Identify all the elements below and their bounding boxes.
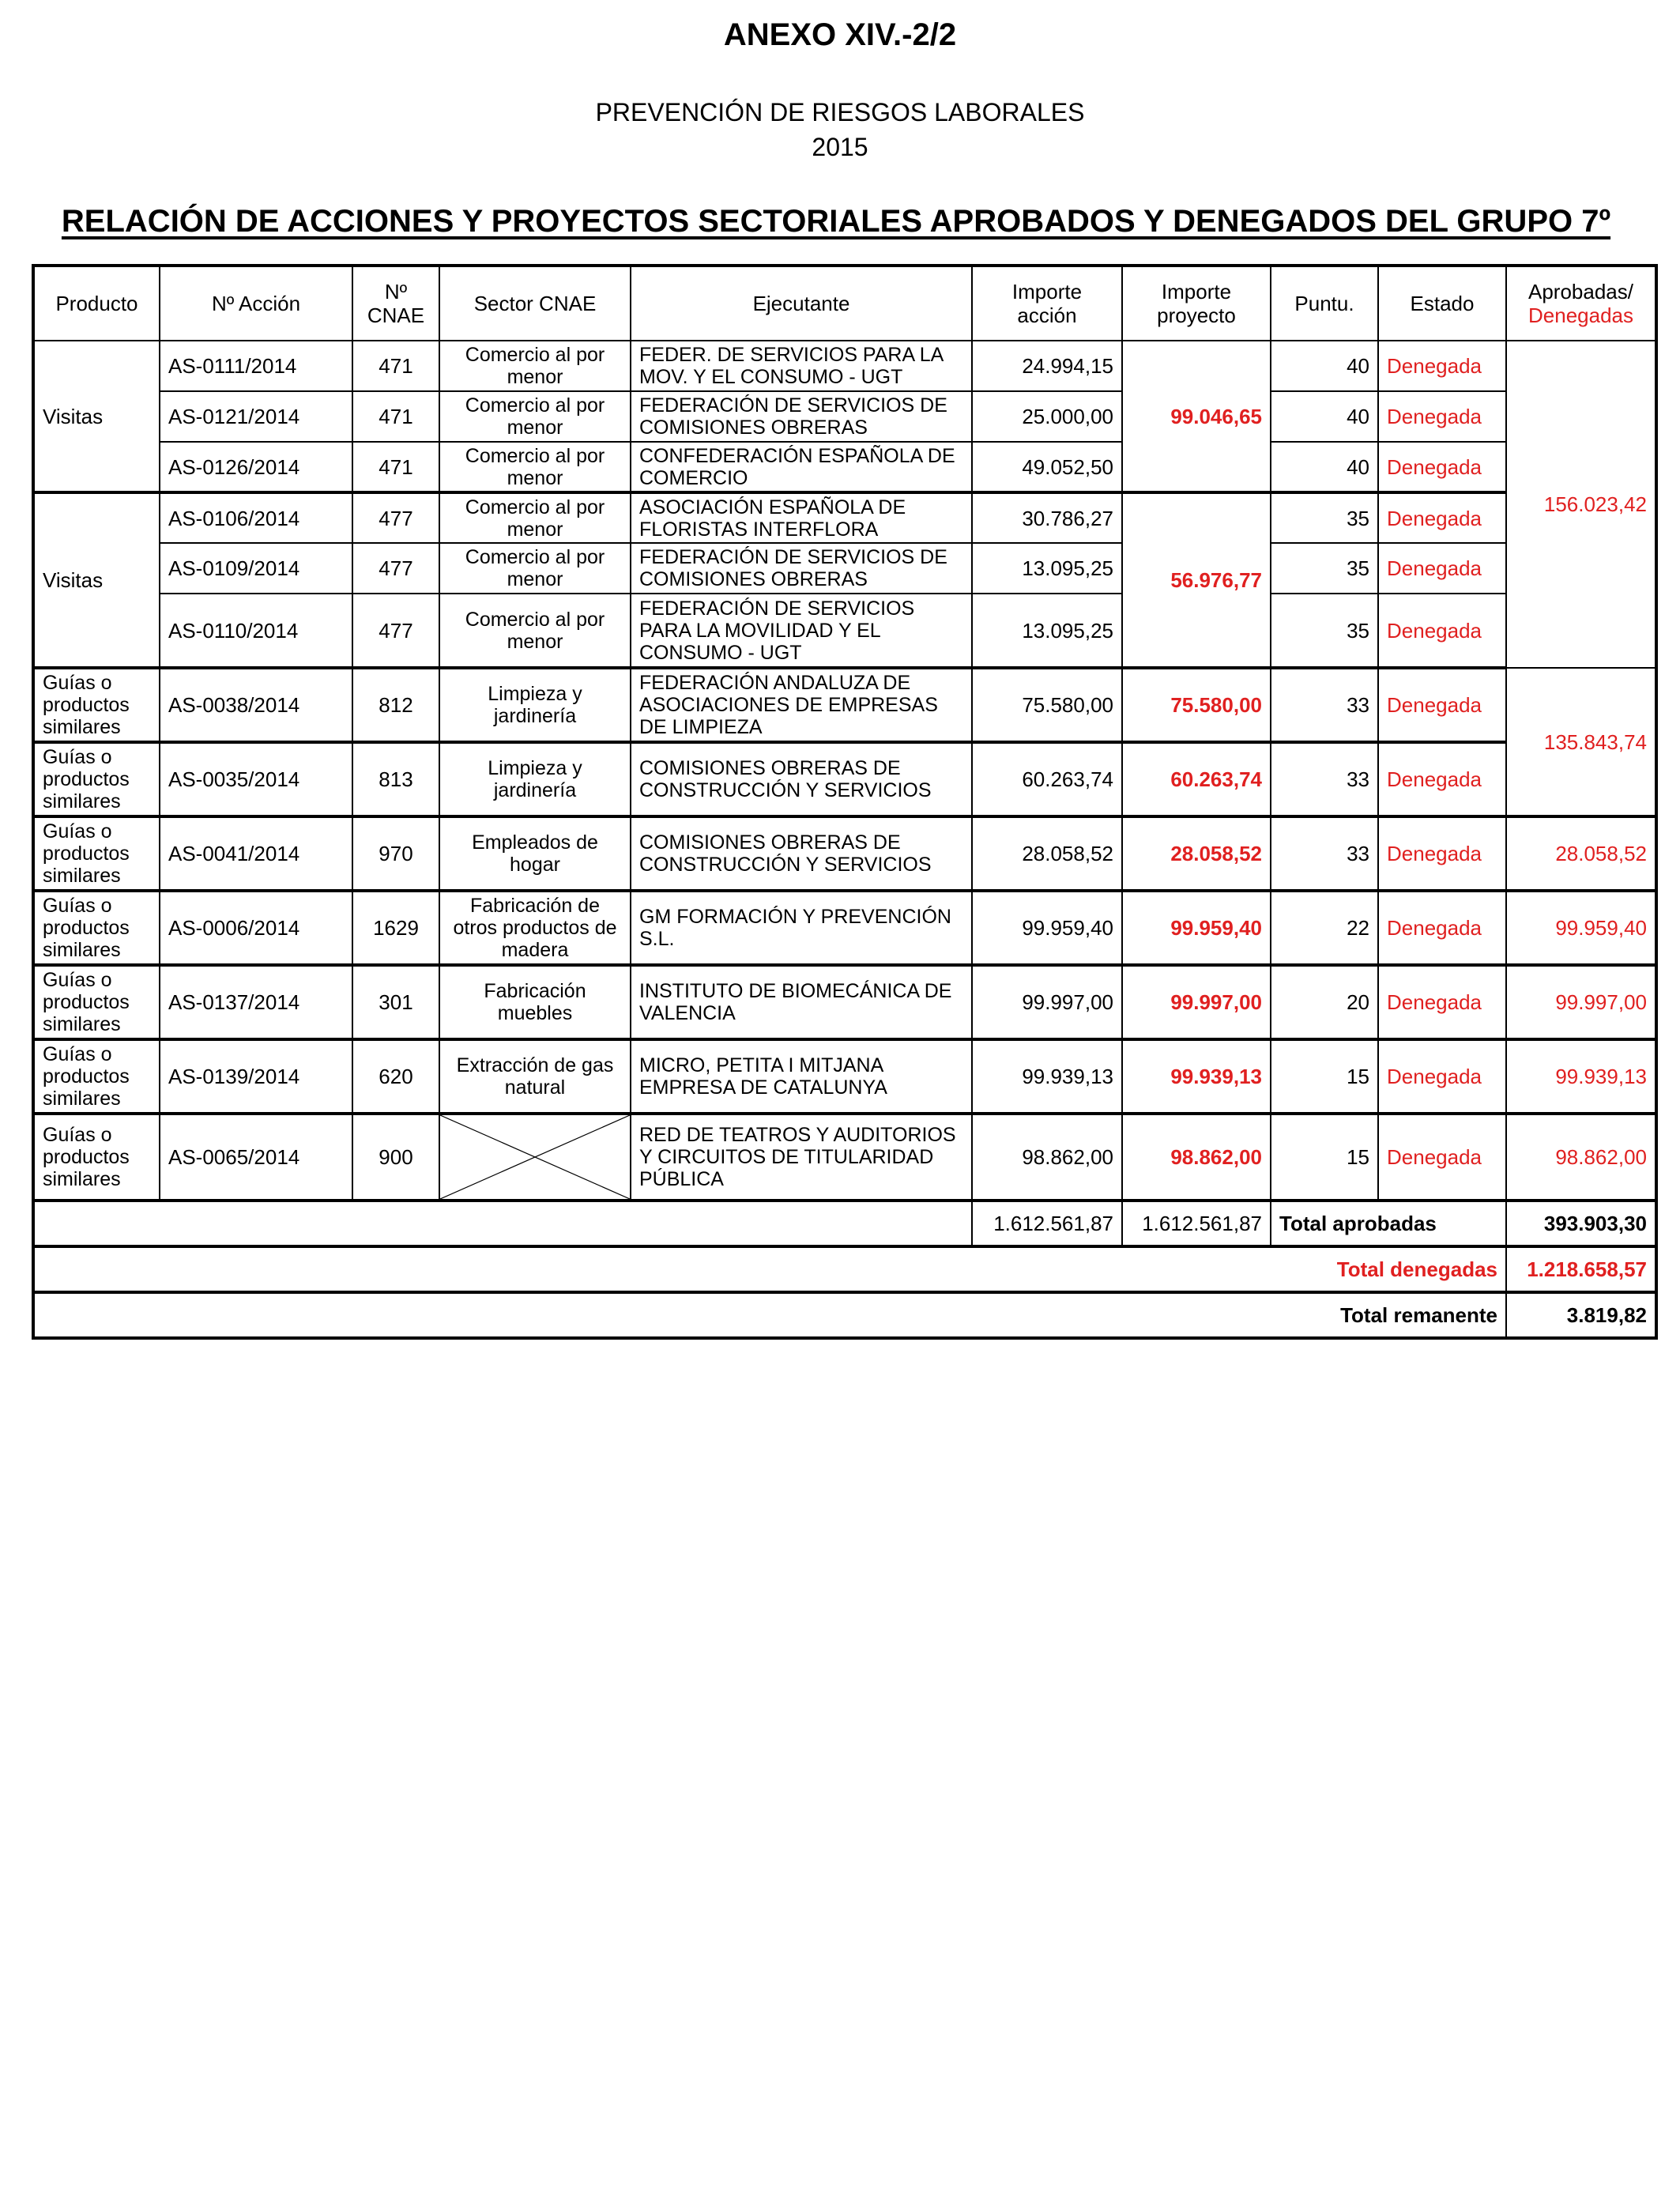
table-row <box>33 891 1656 965</box>
cell-estado: Denegada <box>1378 816 1506 891</box>
cell-producto: Guías o productos similares <box>33 965 160 1039</box>
cell-cnae: 477 <box>352 594 439 668</box>
header-accion: Nº Acción <box>160 266 352 341</box>
cell-estado: Denegada <box>1378 668 1506 742</box>
header-importe-proyecto: Importe proyecto <box>1122 266 1271 341</box>
cell-sector: Comercio al por menor <box>439 543 631 594</box>
cell-aprobadas-group: 156.023,42 <box>1506 341 1656 668</box>
cell-cnae: 471 <box>352 442 439 492</box>
cell-accion: AS-0006/2014 <box>160 891 352 965</box>
cell-estado: Denegada <box>1378 492 1506 543</box>
cell-importe-accion: 60.263,74 <box>972 742 1122 816</box>
cell-importe-accion: 24.994,15 <box>972 341 1122 391</box>
total-denegadas-label: Total denegadas <box>33 1246 1506 1292</box>
cell-accion: AS-0038/2014 <box>160 668 352 742</box>
cell-accion: AS-0106/2014 <box>160 492 352 543</box>
cell-cnae: 471 <box>352 341 439 391</box>
cell-ejecutante: FEDERACIÓN DE SERVICIOS DE COMISIONES OBRERAS <box>631 543 972 594</box>
document-year: 2015 <box>812 133 868 161</box>
cell-importe-accion: 99.959,40 <box>972 891 1122 965</box>
cell-ejecutante: MICRO, PETITA I MITJANA EMPRESA DE CATALUNYA <box>631 1039 972 1114</box>
cell-cnae: 301 <box>352 965 439 1039</box>
header-puntu: Puntu. <box>1271 266 1378 341</box>
cell-accion: AS-0121/2014 <box>160 391 352 442</box>
cell-importe-accion: 28.058,52 <box>972 816 1122 891</box>
cell-producto: Guías o productos similares <box>33 742 160 816</box>
cell-ejecutante: FEDER. DE SERVICIOS PARA LA MOV. Y EL CONSUMO - UGT <box>631 341 972 391</box>
total-denegadas-value: 1.218.658,57 <box>1506 1246 1656 1292</box>
totals-spacer <box>33 1201 972 1246</box>
cell-importe-proyecto: 28.058,52 <box>1122 816 1271 891</box>
cell-aprobadas: 98.862,00 <box>1506 1114 1656 1201</box>
document-subtitle: PREVENCIÓN DE RIESGOS LABORALES <box>595 98 1085 126</box>
cell-importe-accion: 98.862,00 <box>972 1114 1122 1201</box>
table-row <box>33 742 1656 816</box>
cell-puntu: 33 <box>1271 742 1378 816</box>
table-row <box>33 543 1656 594</box>
cell-ejecutante: CONFEDERACIÓN ESPAÑOLA DE COMERCIO <box>631 442 972 492</box>
cell-importe-accion: 49.052,50 <box>972 442 1122 492</box>
cell-ejecutante: GM FORMACIÓN Y PREVENCIÓN S.L. <box>631 891 972 965</box>
cell-estado: Denegada <box>1378 391 1506 442</box>
total-importe-proyecto: 1.612.561,87 <box>1122 1201 1271 1246</box>
cell-estado: Denegada <box>1378 341 1506 391</box>
cell-estado: Denegada <box>1378 1114 1506 1201</box>
cell-estado: Denegada <box>1378 442 1506 492</box>
cell-sector: Fabricación de otros productos de madera <box>439 891 631 965</box>
cell-sector: Comercio al por menor <box>439 492 631 543</box>
cell-producto: Guías o productos similares <box>33 816 160 891</box>
cell-ejecutante: INSTITUTO DE BIOMECÁNICA DE VALENCIA <box>631 965 972 1039</box>
header-producto: Producto <box>33 266 160 341</box>
cell-cnae: 620 <box>352 1039 439 1114</box>
cell-puntu: 35 <box>1271 543 1378 594</box>
cell-estado: Denegada <box>1378 1039 1506 1114</box>
table-title: RELACIÓN DE ACCIONES Y PROYECTOS SECTORIALES APROBADOS Y DENEGADOS DEL GRUPO 7º <box>61 204 1611 239</box>
cell-ejecutante: FEDERACIÓN DE SERVICIOS DE COMISIONES OBRERAS <box>631 391 972 442</box>
cell-accion: AS-0041/2014 <box>160 816 352 891</box>
header-importe-accion: Importe acción <box>972 266 1122 341</box>
table-row <box>33 341 1656 391</box>
cell-cnae: 900 <box>352 1114 439 1201</box>
cell-puntu: 22 <box>1271 891 1378 965</box>
cell-aprobadas: 28.058,52 <box>1506 816 1656 891</box>
cell-ejecutante: FEDERACIÓN ANDALUZA DE ASOCIACIONES DE EMPRESAS DE LIMPIEZA <box>631 668 972 742</box>
cell-sector: Limpieza y jardinería <box>439 742 631 816</box>
cell-cnae: 812 <box>352 668 439 742</box>
cell-puntu: 35 <box>1271 594 1378 668</box>
cell-sector: Fabricación muebles <box>439 965 631 1039</box>
cell-importe-proyecto: 56.976,77 <box>1122 492 1271 668</box>
cell-sector-crossed <box>439 1114 631 1201</box>
cell-puntu: 35 <box>1271 492 1378 543</box>
cell-sector: Comercio al por menor <box>439 341 631 391</box>
cell-sector: Limpieza y jardinería <box>439 668 631 742</box>
cell-producto: Guías o productos similares <box>33 891 160 965</box>
table-row <box>33 1114 1656 1201</box>
cell-aprobadas: 99.939,13 <box>1506 1039 1656 1114</box>
table-row <box>33 1039 1656 1114</box>
cell-puntu: 15 <box>1271 1039 1378 1114</box>
cell-puntu: 40 <box>1271 391 1378 442</box>
cell-cnae: 813 <box>352 742 439 816</box>
document-title: ANEXO XIV.-2/2 <box>723 17 957 52</box>
cell-cnae: 970 <box>352 816 439 891</box>
table-row <box>33 594 1656 668</box>
cell-sector: Empleados de hogar <box>439 816 631 891</box>
header-ejecutante: Ejecutante <box>631 266 972 341</box>
cell-estado: Denegada <box>1378 891 1506 965</box>
cell-importe-accion: 13.095,25 <box>972 594 1122 668</box>
cell-accion: AS-0110/2014 <box>160 594 352 668</box>
cell-accion: AS-0065/2014 <box>160 1114 352 1201</box>
cell-sector: Comercio al por menor <box>439 442 631 492</box>
total-aprobadas-value: 393.903,30 <box>1506 1201 1656 1246</box>
cell-accion: AS-0139/2014 <box>160 1039 352 1114</box>
cell-ejecutante: FEDERACIÓN DE SERVICIOS PARA LA MOVILIDAD Y EL CONSUMO - UGT <box>631 594 972 668</box>
cell-cnae: 471 <box>352 391 439 442</box>
cell-importe-proyecto: 75.580,00 <box>1122 668 1271 742</box>
cell-importe-accion: 13.095,25 <box>972 543 1122 594</box>
cell-producto: Guías o productos similares <box>33 1039 160 1114</box>
table-row <box>33 668 1656 742</box>
cell-importe-proyecto: 99.939,13 <box>1122 1039 1271 1114</box>
cell-ejecutante: ASOCIACIÓN ESPAÑOLA DE FLORISTAS INTERFLORA <box>631 492 972 543</box>
cell-puntu: 40 <box>1271 341 1378 391</box>
totals-row-remanente <box>33 1292 1656 1338</box>
cell-cnae: 477 <box>352 543 439 594</box>
cell-accion: AS-0137/2014 <box>160 965 352 1039</box>
total-remanente-value: 3.819,82 <box>1506 1292 1656 1338</box>
table-row <box>33 391 1656 442</box>
cell-importe-proyecto: 99.997,00 <box>1122 965 1271 1039</box>
totals-row-aprobadas <box>33 1201 1656 1246</box>
total-importe-accion: 1.612.561,87 <box>972 1201 1122 1246</box>
cell-cnae: 1629 <box>352 891 439 965</box>
cell-ejecutante: COMISIONES OBRERAS DE CONSTRUCCIÓN Y SERVICIOS <box>631 816 972 891</box>
table-row <box>33 816 1656 891</box>
cell-importe-accion: 75.580,00 <box>972 668 1122 742</box>
cell-producto: Guías o productos similares <box>33 1114 160 1201</box>
cell-accion: AS-0035/2014 <box>160 742 352 816</box>
cell-producto: Guías o productos similares <box>33 668 160 742</box>
table-row <box>33 492 1656 543</box>
header-aprobadas: Aprobadas/ Denegadas <box>1506 266 1656 341</box>
cell-importe-proyecto: 99.959,40 <box>1122 891 1271 965</box>
cell-aprobadas: 99.959,40 <box>1506 891 1656 965</box>
cell-aprobadas-group: 135.843,74 <box>1506 668 1656 816</box>
cell-accion: AS-0126/2014 <box>160 442 352 492</box>
table-row <box>33 442 1656 492</box>
cell-estado: Denegada <box>1378 543 1506 594</box>
cell-sector: Comercio al por menor <box>439 391 631 442</box>
cell-importe-proyecto: 98.862,00 <box>1122 1114 1271 1201</box>
cell-importe-proyecto: 99.046,65 <box>1122 341 1271 492</box>
cell-importe-accion: 99.939,13 <box>972 1039 1122 1114</box>
header-estado: Estado <box>1378 266 1506 341</box>
header-sector: Sector CNAE <box>439 266 631 341</box>
totals-row-denegadas <box>33 1246 1656 1292</box>
cell-accion: AS-0109/2014 <box>160 543 352 594</box>
cell-sector: Extracción de gas natural <box>439 1039 631 1114</box>
cell-puntu: 15 <box>1271 1114 1378 1201</box>
cell-estado: Denegada <box>1378 965 1506 1039</box>
header-cnae: Nº CNAE <box>352 266 439 341</box>
cell-puntu: 40 <box>1271 442 1378 492</box>
cell-ejecutante: RED DE TEATROS Y AUDITORIOS Y CIRCUITOS DE TITULARIDAD PÚBLICA <box>631 1114 972 1201</box>
cell-producto: Visitas <box>33 492 160 668</box>
cell-accion: AS-0111/2014 <box>160 341 352 391</box>
total-remanente-label: Total remanente <box>33 1292 1506 1338</box>
cell-producto: Visitas <box>33 341 160 492</box>
cell-sector: Comercio al por menor <box>439 594 631 668</box>
cell-cnae: 477 <box>352 492 439 543</box>
cell-importe-proyecto: 60.263,74 <box>1122 742 1271 816</box>
cell-estado: Denegada <box>1378 594 1506 668</box>
table-header-row <box>33 266 1656 341</box>
cell-puntu: 20 <box>1271 965 1378 1039</box>
cell-puntu: 33 <box>1271 668 1378 742</box>
cell-ejecutante: COMISIONES OBRERAS DE CONSTRUCCIÓN Y SERVICIOS <box>631 742 972 816</box>
cell-puntu: 33 <box>1271 816 1378 891</box>
cell-importe-accion: 25.000,00 <box>972 391 1122 442</box>
table-row <box>33 965 1656 1039</box>
cell-estado: Denegada <box>1378 742 1506 816</box>
total-aprobadas-label: Total aprobadas <box>1271 1201 1506 1246</box>
cell-importe-accion: 99.997,00 <box>972 965 1122 1039</box>
cell-aprobadas: 99.997,00 <box>1506 965 1656 1039</box>
cell-importe-accion: 30.786,27 <box>972 492 1122 543</box>
cross-out-icon <box>440 1115 630 1199</box>
actions-table <box>32 264 1658 1340</box>
